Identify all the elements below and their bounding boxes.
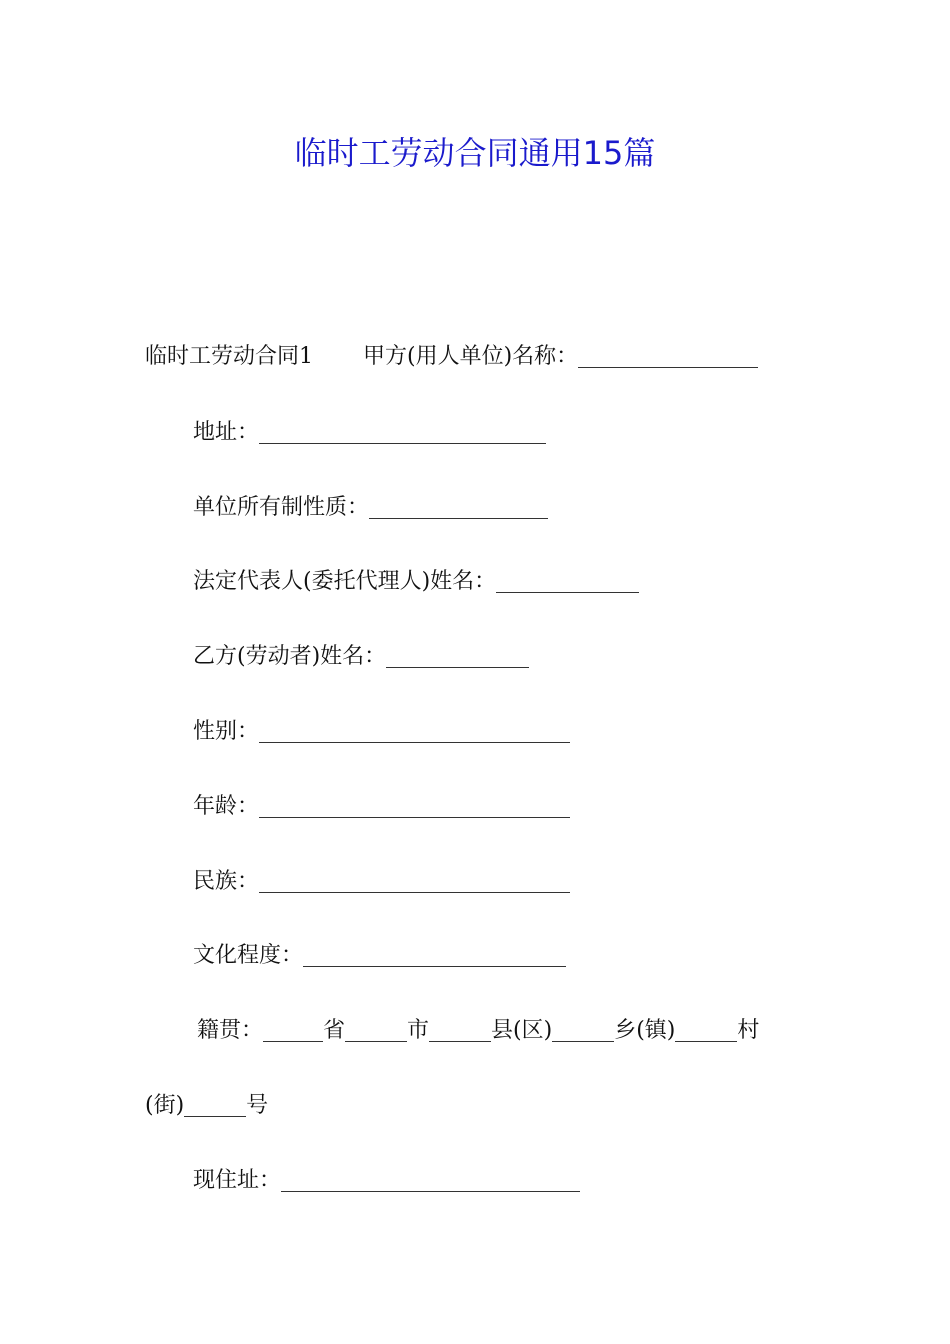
current-address-line — [193, 1166, 580, 1196]
county-field[interactable] — [429, 1019, 491, 1042]
ethnicity-label: 民族： — [193, 869, 260, 894]
gender-field[interactable] — [259, 720, 570, 743]
native-place-label: 籍贯： — [197, 1018, 264, 1043]
street-line — [145, 1091, 268, 1121]
number-field[interactable] — [184, 1094, 246, 1117]
gender-line — [193, 717, 570, 747]
address-label: 地址： — [193, 420, 260, 445]
gender-label: 性别： — [193, 719, 260, 744]
age-label: 年龄： — [193, 794, 260, 819]
street-label: (街) — [145, 1093, 185, 1118]
legal-rep-field[interactable] — [496, 570, 639, 593]
ownership-line — [193, 493, 548, 523]
city-label: 市 — [407, 1018, 430, 1043]
party-a-name-label: 甲方(用人单位)名称： — [363, 344, 579, 369]
contract-number: 临时工劳动合同1 — [145, 344, 313, 369]
education-field[interactable] — [303, 944, 566, 967]
ownership-label: 单位所有制性质： — [193, 495, 370, 520]
current-address-field[interactable] — [281, 1169, 580, 1192]
township-field[interactable] — [552, 1019, 614, 1042]
age-line — [193, 792, 570, 822]
legal-rep-line — [193, 567, 639, 597]
ownership-field[interactable] — [369, 496, 548, 519]
county-label: 县(区) — [491, 1018, 553, 1043]
address-line — [193, 418, 546, 448]
document-title: 临时工劳动合同通用15篇 — [294, 134, 656, 172]
province-label: 省 — [323, 1018, 346, 1043]
education-label: 文化程度： — [193, 943, 304, 968]
township-label: 乡(镇) — [614, 1018, 676, 1043]
ethnicity-line — [193, 867, 570, 897]
number-label: 号 — [246, 1093, 269, 1118]
current-address-label: 现住址： — [193, 1168, 282, 1193]
city-field[interactable] — [345, 1019, 407, 1042]
province-field[interactable] — [263, 1019, 323, 1042]
village-label: 村 — [737, 1018, 760, 1043]
address-field[interactable] — [259, 421, 546, 444]
education-line — [193, 941, 566, 971]
native-place-line — [197, 1016, 759, 1046]
legal-rep-label: 法定代表人(委托代理人)姓名： — [193, 569, 497, 594]
party-b-name-label: 乙方(劳动者)姓名： — [193, 644, 387, 669]
ethnicity-field[interactable] — [259, 870, 570, 893]
party-a-line — [145, 342, 758, 372]
party-b-name-field[interactable] — [386, 645, 529, 668]
village-field[interactable] — [675, 1019, 737, 1042]
age-field[interactable] — [259, 795, 570, 818]
party-a-name-field[interactable] — [578, 345, 758, 368]
party-b-line — [193, 642, 529, 672]
